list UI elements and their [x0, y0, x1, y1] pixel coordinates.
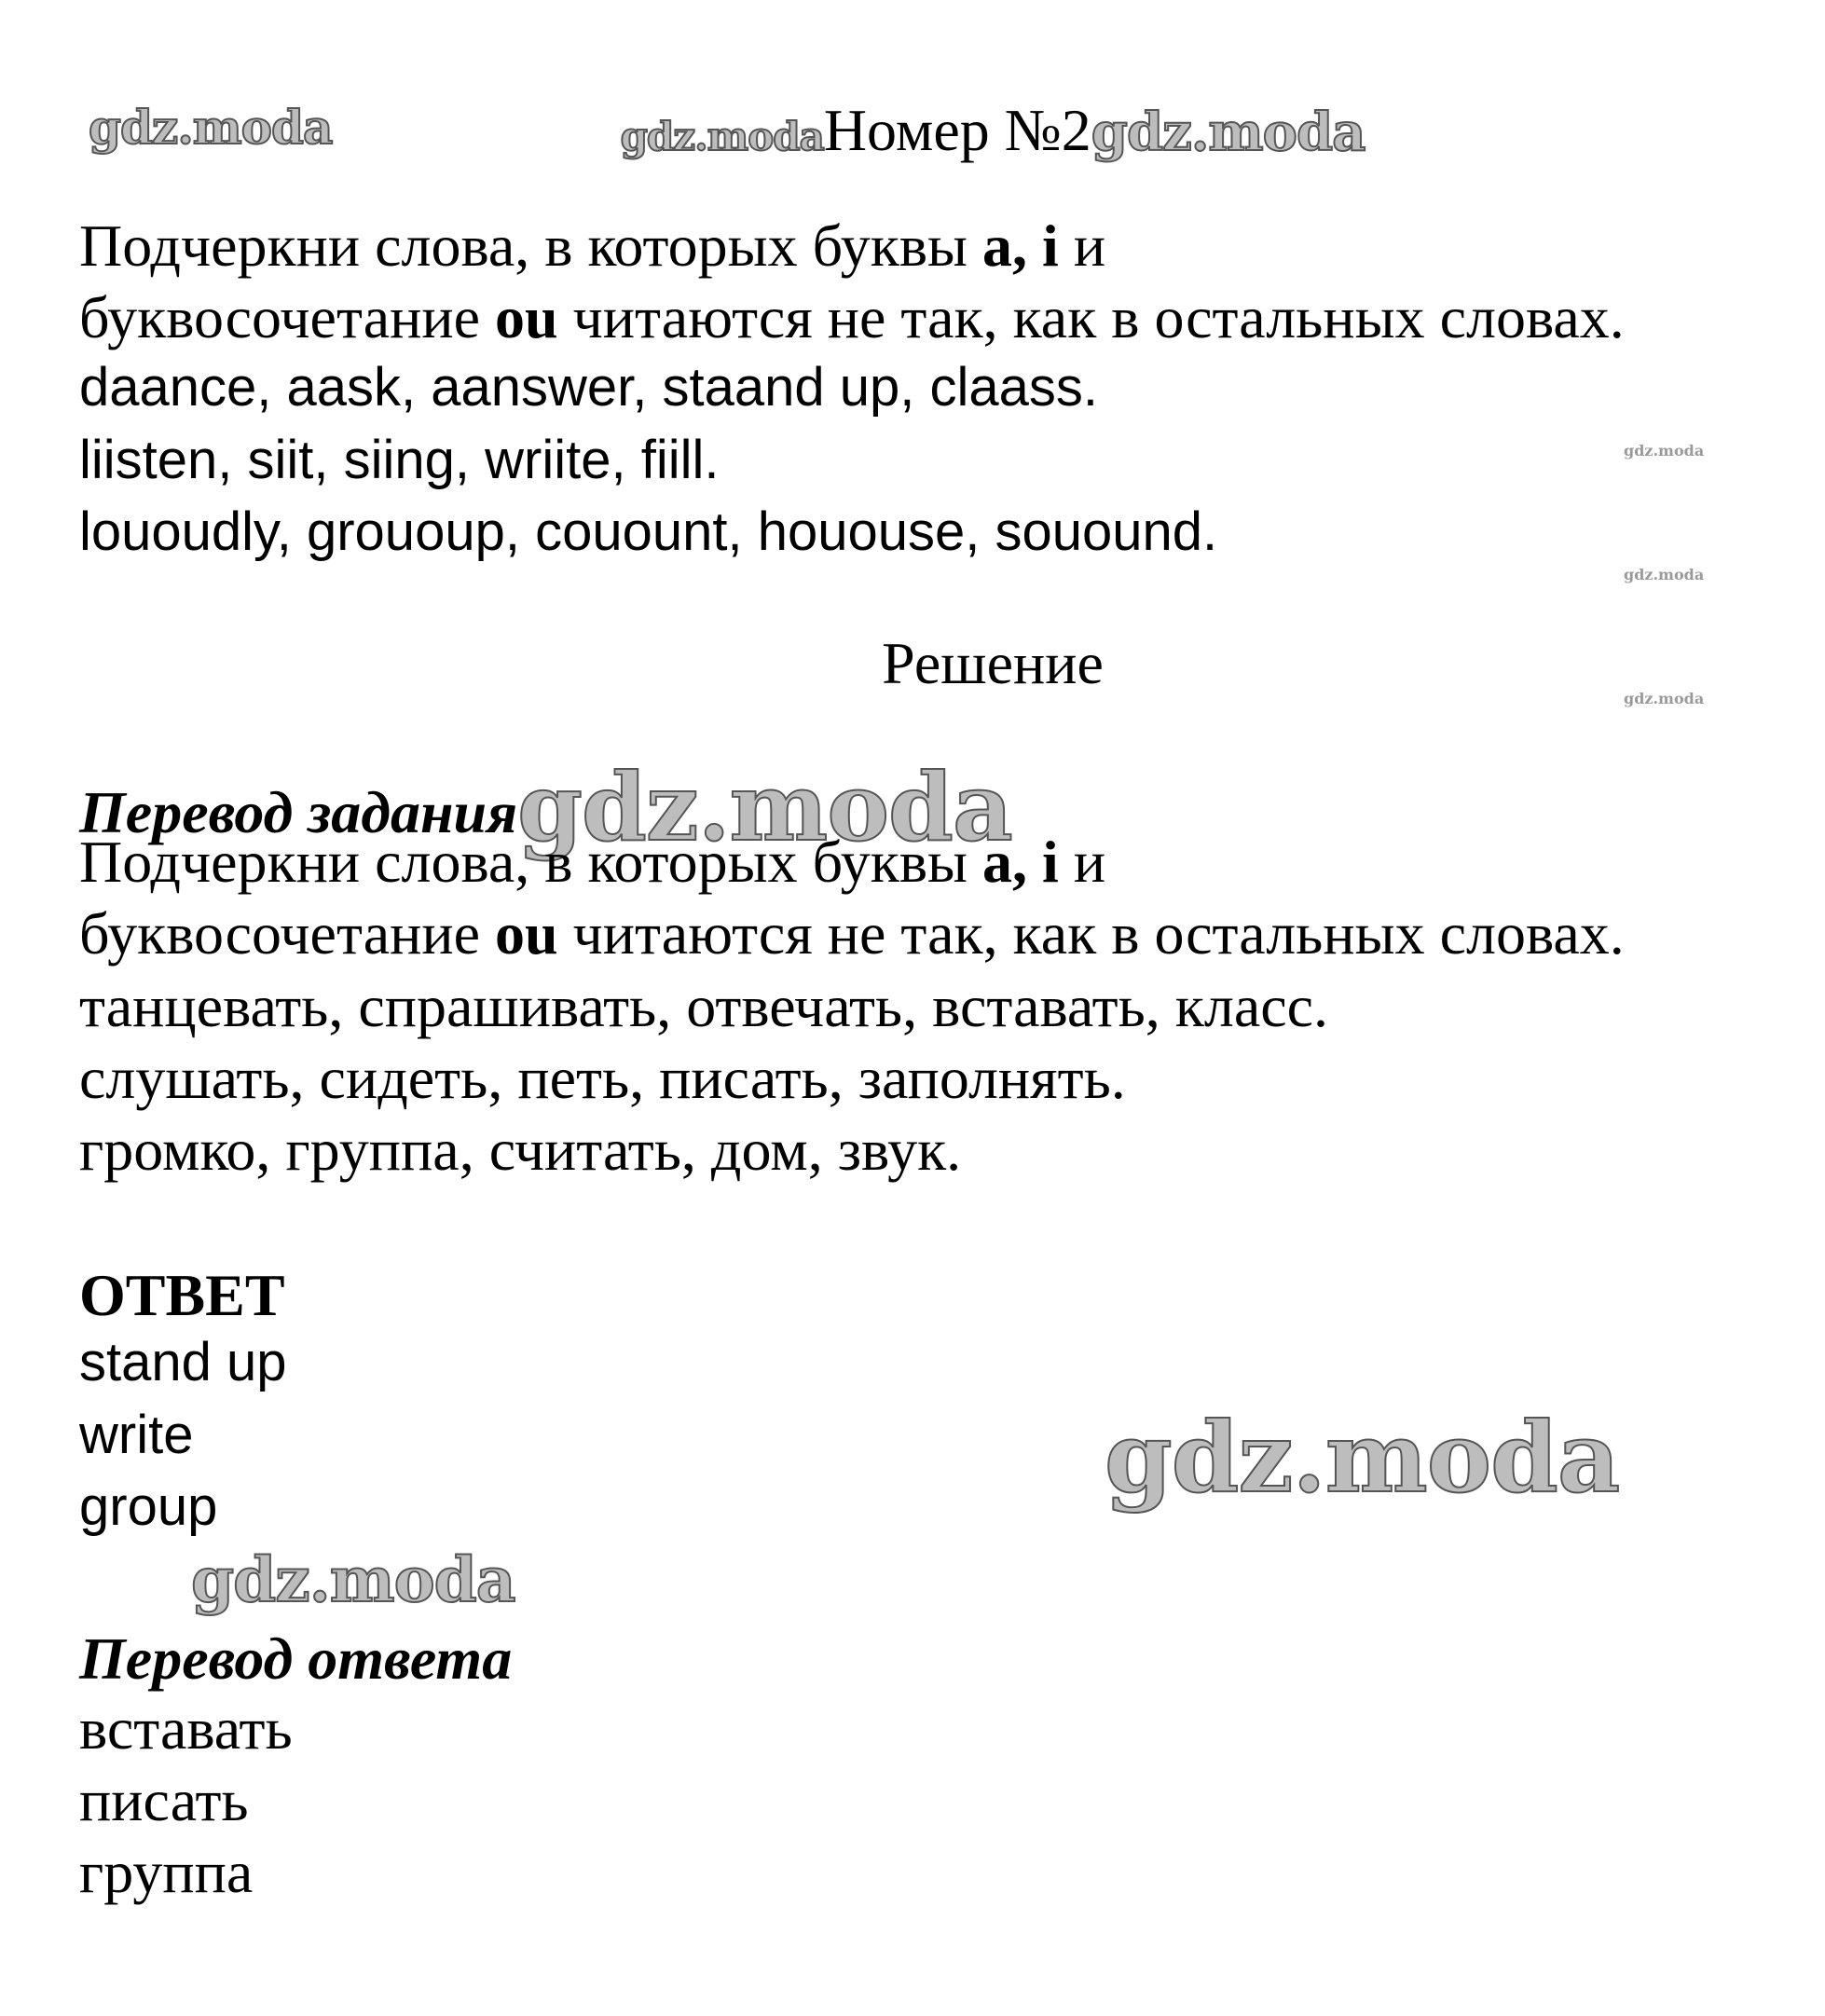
translation-words-a: танцевать, спрашивать, отвечать, вставать, класс.	[79, 973, 1329, 1039]
translation-line-1-bold: a, i	[982, 829, 1059, 895]
answer-item-2: write	[79, 1405, 194, 1465]
watermark-title-right: gdz.moda	[1091, 102, 1365, 163]
watermark-small-2: gdz.moda	[1624, 566, 1705, 583]
translation-line-2-end: читаются не так, как в остальных словах.	[557, 900, 1625, 967]
task-line-2-end: читаются не так, как в остальных словах.	[557, 284, 1625, 350]
translation-line-1-text: Подчеркни слова, в которых буквы	[79, 829, 983, 895]
answer-item-3: group	[79, 1476, 218, 1537]
translation-line-2-start: буквосочетание	[79, 900, 495, 967]
task-words-ou: lououdly, grououp, couount, hououse, souound.	[79, 501, 1218, 562]
task-line-1	[79, 213, 1106, 279]
watermark-small-3: gdz.moda	[1624, 690, 1705, 707]
watermark-top-left: gdz.moda	[89, 100, 333, 155]
page-title: Номер №2	[823, 97, 1091, 163]
watermark-large-1: gdz.moda	[517, 752, 1012, 862]
answer-translation-item-1: вставать	[79, 1695, 293, 1762]
translation-line-1	[79, 829, 1106, 895]
task-line-1-bold: a, i	[982, 213, 1059, 279]
translation-words-i: слушать, сидеть, петь, писать, заполнять.	[79, 1045, 1126, 1111]
answer-translation-heading: Перевод ответа	[79, 1625, 513, 1692]
watermark-medium: gdz.moda	[191, 1543, 515, 1616]
solution-heading: Решение	[882, 630, 1104, 696]
task-line-2-start: буквосочетание	[79, 284, 495, 350]
answer-translation-item-2: писать	[79, 1767, 249, 1833]
task-line-1-end: и	[1058, 213, 1106, 279]
translation-line-2	[79, 900, 1625, 967]
task-line-2-bold: ou	[495, 284, 558, 350]
watermark-small-1: gdz.moda	[1624, 442, 1705, 459]
answer-heading: ОТВЕТ	[79, 1262, 285, 1328]
watermark-large-2: gdz.moda	[1105, 1400, 1620, 1515]
task-words-a: daance, aask, aanswer, staand up, claass.	[79, 357, 1099, 418]
watermark-title-left: gdz.moda	[620, 114, 824, 159]
task-line-2	[79, 284, 1625, 350]
task-words-i: liisten, siit, siing, wriite, fiill.	[79, 430, 720, 490]
translation-line-2-bold: ou	[495, 900, 558, 967]
answer-translation-item-3: группа	[79, 1839, 254, 1905]
translation-heading: Перевод задания	[79, 779, 518, 845]
translation-line-1-end: и	[1058, 829, 1106, 895]
translation-words-ou: громко, группа, считать, дом, звук.	[79, 1117, 962, 1183]
page-title-row	[0, 97, 1825, 163]
task-line-1-text: Подчеркни слова, в которых буквы	[79, 213, 983, 279]
answer-item-1: stand up	[79, 1332, 287, 1392]
